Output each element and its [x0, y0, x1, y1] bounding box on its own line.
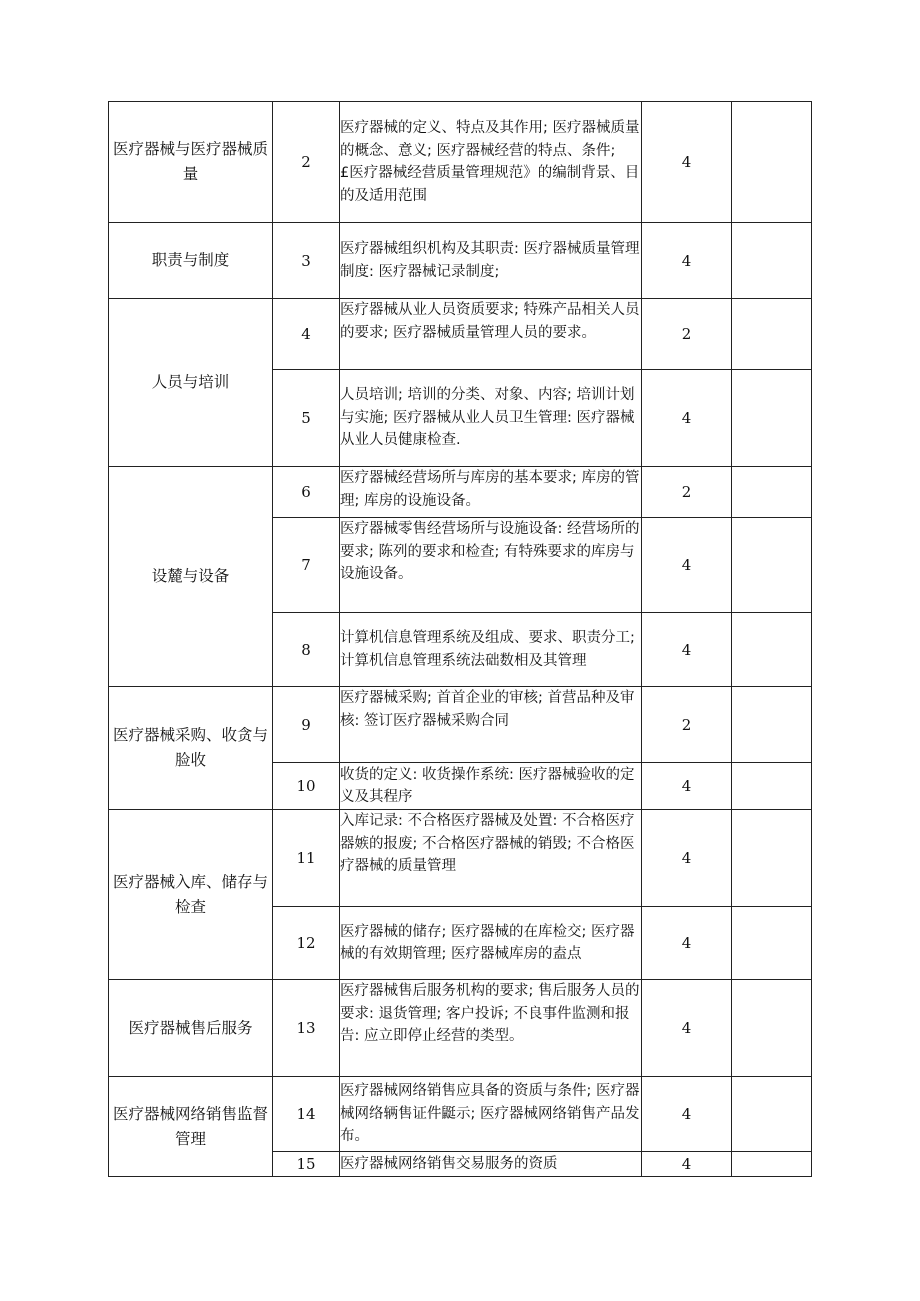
content-cell: 人员培训; 培训的分类、对象、内容; 培训计划与实施; 医疗器械从业人员卫生管理: 医疗器械从业人员健康检查. [340, 370, 642, 467]
item-number: 3 [273, 223, 340, 299]
item-number: 6 [273, 467, 340, 518]
remarks-cell [732, 907, 812, 980]
remarks-cell [732, 102, 812, 223]
topic-cell: 职责与制度 [109, 223, 273, 299]
hours-cell: 4 [642, 518, 732, 613]
topic-cell: 医疗器械采购、收贪与脸收 [109, 687, 273, 810]
remarks-cell [732, 687, 812, 763]
topic-cell: 人员与培训 [109, 299, 273, 467]
item-number: 13 [273, 980, 340, 1077]
topic-cell: 医疗器械与医疗器械质量 [109, 102, 273, 223]
content-cell: 医疗器械网络销售应具备的资质与条件; 医疗器械网络辆售证件鼮示; 医疗器械网络销售产品发布。 [340, 1077, 642, 1152]
topic-cell: 设麓与设备 [109, 467, 273, 687]
content-cell: 入库记录: 不合格医疗器械及处置: 不合格医疗器嫉的报废; 不合格医疗器械的销毁; 不合格医疗器械的质量管理 [340, 810, 642, 907]
topic-cell: 医疗器械入库、储存与检查 [109, 810, 273, 980]
content-cell: 医疗器械从业人员资质要求; 特殊产品相关人员的要求; 医疗器械质量管理人员的要求。 [340, 299, 642, 370]
remarks-cell [732, 370, 812, 467]
content-cell: 医疗器械网络销售交易服务的资质 [340, 1152, 642, 1177]
item-number: 9 [273, 687, 340, 763]
remarks-cell [732, 1152, 812, 1177]
item-number: 11 [273, 810, 340, 907]
hours-cell: 4 [642, 102, 732, 223]
item-number: 10 [273, 763, 340, 810]
content-cell: 医疗器械零售经营场所与设施设备: 经营场所的要求; 陈列的要求和检查; 有特殊要求的库房与设施设备。 [340, 518, 642, 613]
table-row [109, 223, 812, 299]
remarks-cell [732, 810, 812, 907]
hours-cell: 4 [642, 1077, 732, 1152]
item-number: 14 [273, 1077, 340, 1152]
hours-cell: 4 [642, 763, 732, 810]
content-cell: 计算机信息管理系统及组成、要求、职责分工; 计算机信息管理系统法础数相及其管理 [340, 613, 642, 687]
item-number: 12 [273, 907, 340, 980]
topic-cell: 医疗器械售后服务 [109, 980, 273, 1077]
item-number: 15 [273, 1152, 340, 1177]
hours-cell: 4 [642, 223, 732, 299]
table-row [109, 810, 812, 907]
remarks-cell [732, 223, 812, 299]
hours-cell: 2 [642, 467, 732, 518]
content-cell: 收货的定义: 收货操作系统: 医疗器械验收的定义及其程序 [340, 763, 642, 810]
content-cell: 医疗器械售后服务机构的要求; 售后服务人员的要求: 退货管理; 客户投诉; 不良事件监测和报告: 应立即停止经营的类型。 [340, 980, 642, 1077]
item-number: 8 [273, 613, 340, 687]
item-number: 2 [273, 102, 340, 223]
content-cell: 医疗器械的储存; 医疗器械的在库检交; 医疗器械的有效期管理; 医疗器械库房的盍点 [340, 907, 642, 980]
hours-cell: 4 [642, 370, 732, 467]
topic-cell: 医疗器械网络销售监督管理 [109, 1077, 273, 1177]
content-cell: 医疗器械的定义、特点及其作用; 医疗器械质量的概念、意义; 医疗器械经营的特点、条件; £医疗器械经营质量管理规范》的编制背景、目的及适用范围 [340, 102, 642, 223]
table-row [109, 980, 812, 1077]
syllabus-table [108, 101, 812, 1177]
table-row [109, 467, 812, 518]
hours-cell: 4 [642, 980, 732, 1077]
hours-cell: 4 [642, 907, 732, 980]
hours-cell: 4 [642, 1152, 732, 1177]
remarks-cell [732, 299, 812, 370]
content-cell: 医疗器械组织机构及其职责: 医疗器械质量管理制度: 医疗器械记录制度; [340, 223, 642, 299]
hours-cell: 2 [642, 299, 732, 370]
table-row [109, 102, 812, 223]
item-number: 7 [273, 518, 340, 613]
content-cell: 医疗器械经营场所与库房的基本要求; 库房的管理; 库房的设施设备。 [340, 467, 642, 518]
content-cell: 医疗器械采购; 首首企业的审核; 首营品种及审核: 签订医疗器械采购合同 [340, 687, 642, 763]
remarks-cell [732, 1077, 812, 1152]
hours-cell: 2 [642, 687, 732, 763]
remarks-cell [732, 467, 812, 518]
table-row [109, 687, 812, 763]
item-number: 4 [273, 299, 340, 370]
hours-cell: 4 [642, 810, 732, 907]
table-row [109, 299, 812, 370]
hours-cell: 4 [642, 613, 732, 687]
remarks-cell [732, 518, 812, 613]
remarks-cell [732, 763, 812, 810]
item-number: 5 [273, 370, 340, 467]
table-row [109, 1077, 812, 1152]
remarks-cell [732, 613, 812, 687]
remarks-cell [732, 980, 812, 1077]
